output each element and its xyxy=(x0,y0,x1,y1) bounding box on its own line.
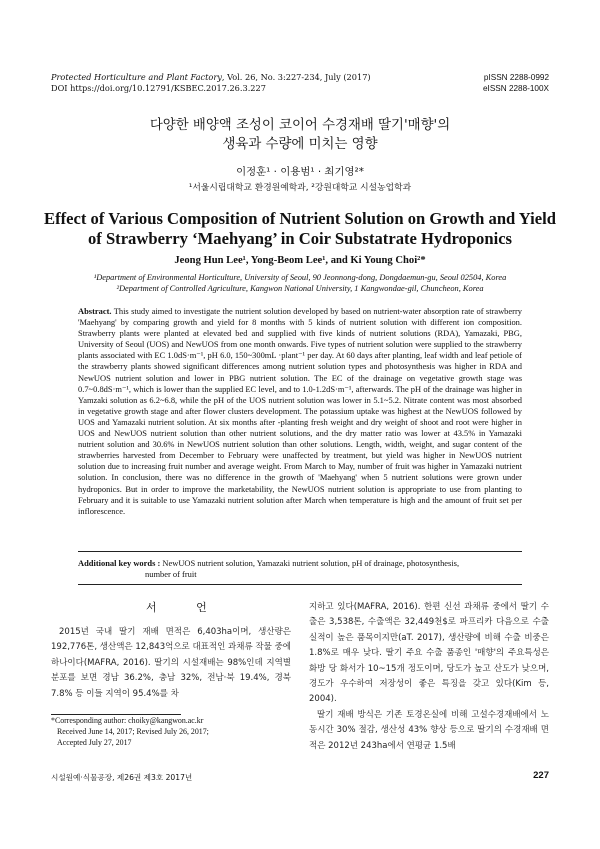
abstract-label: Abstract. xyxy=(78,306,112,316)
accepted-date: Accepted July 27, 2017 xyxy=(57,738,132,747)
english-authors: Jeong Hun Lee¹, Yong-Beom Lee¹, and Ki Young Choi²* xyxy=(174,255,426,266)
footer-journal: 시설원예·식물공장, 제26권 제3호 2017년 xyxy=(51,773,193,782)
journal-name: Protected Horticulture and Plant Factory xyxy=(51,72,222,82)
intro-left-paragraph: 2015년 국내 딸기 재배 면적은 6,403ha이며, 생산량은 192,776톤, 생산액은 12,843억으로 대표적인 과채류 작물 중에 하나이다(MAFRA, 2016). 딸기의 시설재배는 98%인데 지역별 분포를 보면 경남 36.2%, 충남 32%, 전남·북 19.4%, 경북 7.8% 등 이들 지역이 95.4%를 차 xyxy=(51,627,291,699)
keywords-line2: number of fruit xyxy=(145,569,197,579)
journal-citation xyxy=(51,72,371,83)
corresponding-author[interactable]: *Corresponding author: choiky@kangwon.ac.kr xyxy=(51,716,204,725)
keywords-divider xyxy=(78,584,522,585)
keywords-line1: NewUOS nutrient solution, Yamazaki nutrient solution, pH of drainage, photosynthesis, xyxy=(162,558,460,568)
keywords xyxy=(78,558,522,569)
footnote-divider xyxy=(51,714,181,715)
abstract-divider xyxy=(78,551,522,552)
intro-right-paragraph-1: 지하고 있다(MAFRA, 2016). 한편 신선 과채류 중에서 딸기 수출은 3,538톤, 수출액은 32,449천$로 파프리카 다음으로 수출 실적이 높은 품목이지만(aT. 2017), 생산량에 비해 수출 비중은 1.8%로 매우 낮다. 딸기 주요 수출 품종인 '매향'의 주요특성은 화방 당 화서가 10~15개 정도이며, 당도가 높고 산도가 낮으며, 경도가 우수하여 저장성이 좋은 특징을 갖고 있다(Kim 등, 2004). xyxy=(309,602,549,705)
doi[interactable]: DOI https://doi.org/10.12791/KSBEC.2017.26.3.227 xyxy=(51,83,266,93)
korean-title-line2: 생육과 수량에 미치는 영향 xyxy=(222,137,378,152)
abstract xyxy=(78,306,522,517)
english-affiliation-2: ²Department of Controlled Agriculture, Kangwon National University, 1 Kangwondae-gil, Chuncheon, Korea xyxy=(116,284,484,293)
english-title-line2: of Strawberry ‘Maehyang’ in Coir Substatrate Hydroponics xyxy=(87,229,513,248)
intro-right-paragraph-2: 딸기 재배 방식은 기존 토경온실에 비해 고설수경재배에서 노동시간 30% 절감, 생산성 43% 향상 등으로 딸기의 수경재배 면적은 2012년 243ha에서 연평균 1.5배 xyxy=(309,710,549,751)
journal-volume: , Vol. 26, No. 3:227-234, July (2017) xyxy=(221,72,371,82)
korean-affiliations: ¹서울시립대학교 환경원예학과, ²강원대학교 시설농업학과 xyxy=(188,183,412,193)
abstract-text: This study aimed to investigate the nutrient solution developed by based on nutrient-water absorption rate of strawberry 'Maehyang' by comparing growth and yield for 8 months with 5 kinds of nutrient solution with different ion composition. Strawberry plants were planted at elevated bed and supplied with five kinds of nutrient solutions (RDA), Yamazaki, PBG, University of Seoul (UOS) and NewUOS from one month onwards. Five types of nutrient solution were supplied to the strawberry plants associated with EC 1.0dS·m⁻¹, pH 6.0, 150~300mL ·plant⁻¹ per day. At 60 days after planting, leaf width and leaf petiole of the strawberry plants showed significant differences among nutrient solution types and photosynthesis was higher in RDA and NewUOS nutrient solution and lower in PBG nutrient solution. The EC of the drainage on vegetative growth stage was 0.7~0.8dS·m⁻¹, which is lower than the supplied EC level, and to 1.0-1.2dS·m⁻¹, afterwards. The pH of the drainage was higher in Yamzaki solution as 6.2~6.8, while the pH of the UOS nutrient solution was lower in 5.1~5.2. Nitrate content was most absorbed in vegetative growth stage and after flower clusters development. The potassium uptake was highest at the NewUOS followed by UOS and Yamazaki nutrient solution. At six months after -planting fresh weight and dry weight of shoot and root were higher in UOS and NewUOS nutrient solution than other nutrient solutions, and the dry matter ratio was lower at 43.5% in Yamazaki nutrient solution and 30.6% in NewUOS nutrient solution than other solutions. Length, width, weight, and sugar content of the strawberries harvested from December to February were unaffected by treatment, but yield was higher in NewUOS nutrient solution due to increasing fruit number and average weight. From March to May, number of fruit was higher in Yamazaki nutrient solution. In conclusion, there was no difference in the growth of 'Maehyang' when 5 nutrient solutions were grown under hydroponics. But in order to improve the marketability, the NewUOS nutrient solution is appropriate to use from planting to February and it is suitable to use Yamazaki nutrient solution after March when temperature is high and the amount of fruit set per inflorescence. xyxy=(78,306,522,516)
english-title-line1: Effect of Various Composition of Nutrient Solution on Growth and Yield xyxy=(44,209,556,228)
korean-authors: 이정훈¹ · 이용범¹ · 최기영²* xyxy=(236,166,364,178)
keywords-label: Additional key words : xyxy=(78,558,161,568)
pissn: pISSN 2288-0992 xyxy=(483,73,549,82)
page-number: 227 xyxy=(533,770,549,781)
eissn: eISSN 2288-100X xyxy=(483,84,549,93)
received-date: Received June 14, 2017; Revised July 26, 2017; xyxy=(57,727,209,736)
english-affiliation-1: ¹Department of Environmental Horticulture, University of Seoul, 90 Jeonnong-dong, Dongdaemun-gu, Seoul 02504, Korea xyxy=(93,273,507,282)
section-heading: 서 언 xyxy=(146,601,225,614)
korean-title-line1: 다양한 배양액 조성이 코이어 수경재배 딸기'매향'의 xyxy=(149,118,451,133)
